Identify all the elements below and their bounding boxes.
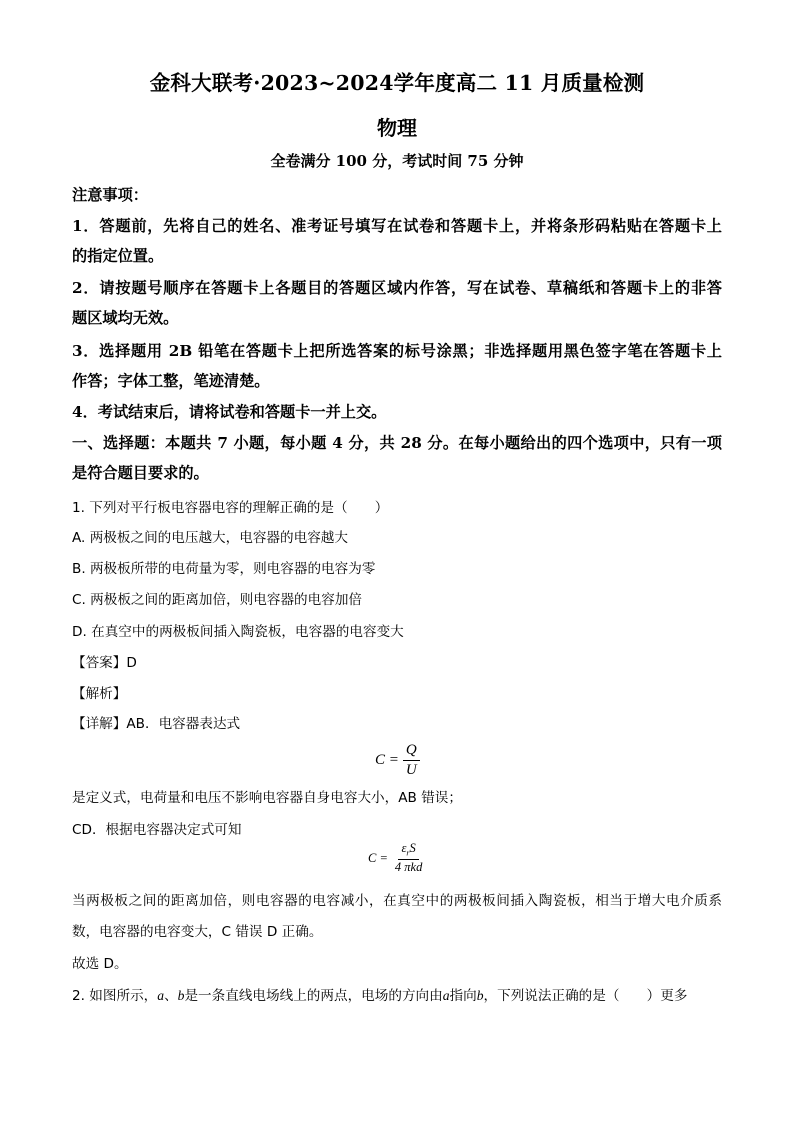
explanation-line-1: 是定义式，电荷量和电压不影响电容器自身电容大小，AB 错误； xyxy=(72,790,462,806)
formula-1-lhs: C = xyxy=(375,751,399,768)
detail-label: 【详解】 xyxy=(72,716,127,732)
formula-2-denominator: 4 πkd xyxy=(394,860,423,875)
point-b-2: b xyxy=(476,988,484,1003)
answer-value: D xyxy=(126,655,137,671)
question-2-prefix: 2. 如图所示， xyxy=(72,988,158,1004)
detail-text: AB．电容器表达式 xyxy=(126,716,241,732)
notice-item-3-line-2: 作答；字体工整，笔迹清楚。 xyxy=(72,372,270,390)
capacitance-definition-formula xyxy=(375,742,420,778)
question-1-option-c: C. 两极板之间的距离加倍，则电容器的电容加倍 xyxy=(72,592,363,608)
exam-title: 金科大联考·2023~2024学年度高二 11 月质量检测 xyxy=(149,71,645,95)
answer-label: 【答案】 xyxy=(72,655,127,671)
formula-1-numerator: Q xyxy=(403,742,420,761)
point-a-2: a xyxy=(442,988,450,1003)
notice-item-3-line-1: 3．选择题用 2B 铅笔在答题卡上把所选答案的标号涂黑；非选择题用黑色签字笔在答题卡上 xyxy=(72,342,722,360)
formula-2-numerator xyxy=(398,842,418,860)
notice-heading: 注意事项： xyxy=(72,186,148,204)
question-1-stem: 1. 下列对平行板电容器电容的理解正确的是（ ） xyxy=(72,500,389,516)
point-a: a xyxy=(157,988,165,1003)
question-2-suffix: ，下列说法正确的是（ ）更多 xyxy=(483,988,688,1004)
notice-item-2-line-1: 2．请按题号顺序在答题卡上各题目的答题区域内作答，写在试卷、草稿纸和答题卡上的非答 xyxy=(72,279,722,297)
formula-2-epsilon: ε xyxy=(401,841,407,855)
conclusion: 故选 D。 xyxy=(72,956,128,972)
notice-item-1-line-2: 的指定位置。 xyxy=(72,247,164,265)
question-1-option-a: A. 两极板之间的电压越大，电容器的电容越大 xyxy=(72,530,348,546)
notice-item-2-line-2: 题区域均无效。 xyxy=(72,309,179,327)
point-b: b xyxy=(177,988,185,1003)
explanation-line-3: 当两极板之间的距离加倍，则电容器的电容减小，在真空中的两极板间插入陶瓷板，相当于增大电介质系 xyxy=(72,893,722,909)
explanation-line-4: 数，电容器的电容变大，C 错误 D 正确。 xyxy=(72,924,323,940)
formula-1-denominator: U xyxy=(405,761,417,778)
exam-info: 全卷满分 100 分，考试时间 75 分钟 xyxy=(270,152,524,170)
question-2-mid: 是一条直线电场线上的两点，电场的方向由 xyxy=(184,988,443,1004)
formula-2-fraction xyxy=(392,842,425,875)
formula-2-area: S xyxy=(409,841,416,855)
question-1-option-b: B. 两极板所带的电荷量为零，则电容器的电容为零 xyxy=(72,561,376,577)
question-1-option-d: D. 在真空中的两极板间插入陶瓷板，电容器的电容变大 xyxy=(72,624,404,640)
analysis-label: 【解析】 xyxy=(72,686,127,702)
formula-2-lhs: C = xyxy=(368,851,388,866)
question-2-stem xyxy=(72,984,687,1004)
question-2-sep: 、 xyxy=(164,988,178,1004)
question-2-mid-2: 指向 xyxy=(449,988,477,1004)
answer-row xyxy=(72,651,137,671)
section-1-heading-line-2: 是符合题目要求的。 xyxy=(72,464,209,482)
detail-row xyxy=(72,712,240,732)
notice-item-1-line-1: 1．答题前，先将自己的姓名、准考证号填写在试卷和答题卡上，并将条形码粘贴在答题卡上 xyxy=(72,217,722,235)
capacitance-determination-formula xyxy=(368,842,425,875)
formula-2-epsilon-subscript: r xyxy=(406,848,410,858)
section-1-heading-line-1: 一、选择题：本题共 7 小题，每小题 4 分，共 28 分。在每小题给出的四个选项中，只有一项 xyxy=(72,434,722,452)
subject-title: 物理 xyxy=(377,116,417,140)
notice-item-4: 4．考试结束后，请将试卷和答题卡一并上交。 xyxy=(72,403,387,421)
formula-1-fraction xyxy=(403,742,420,778)
explanation-line-2: CD．根据电容器决定式可知 xyxy=(72,822,242,838)
